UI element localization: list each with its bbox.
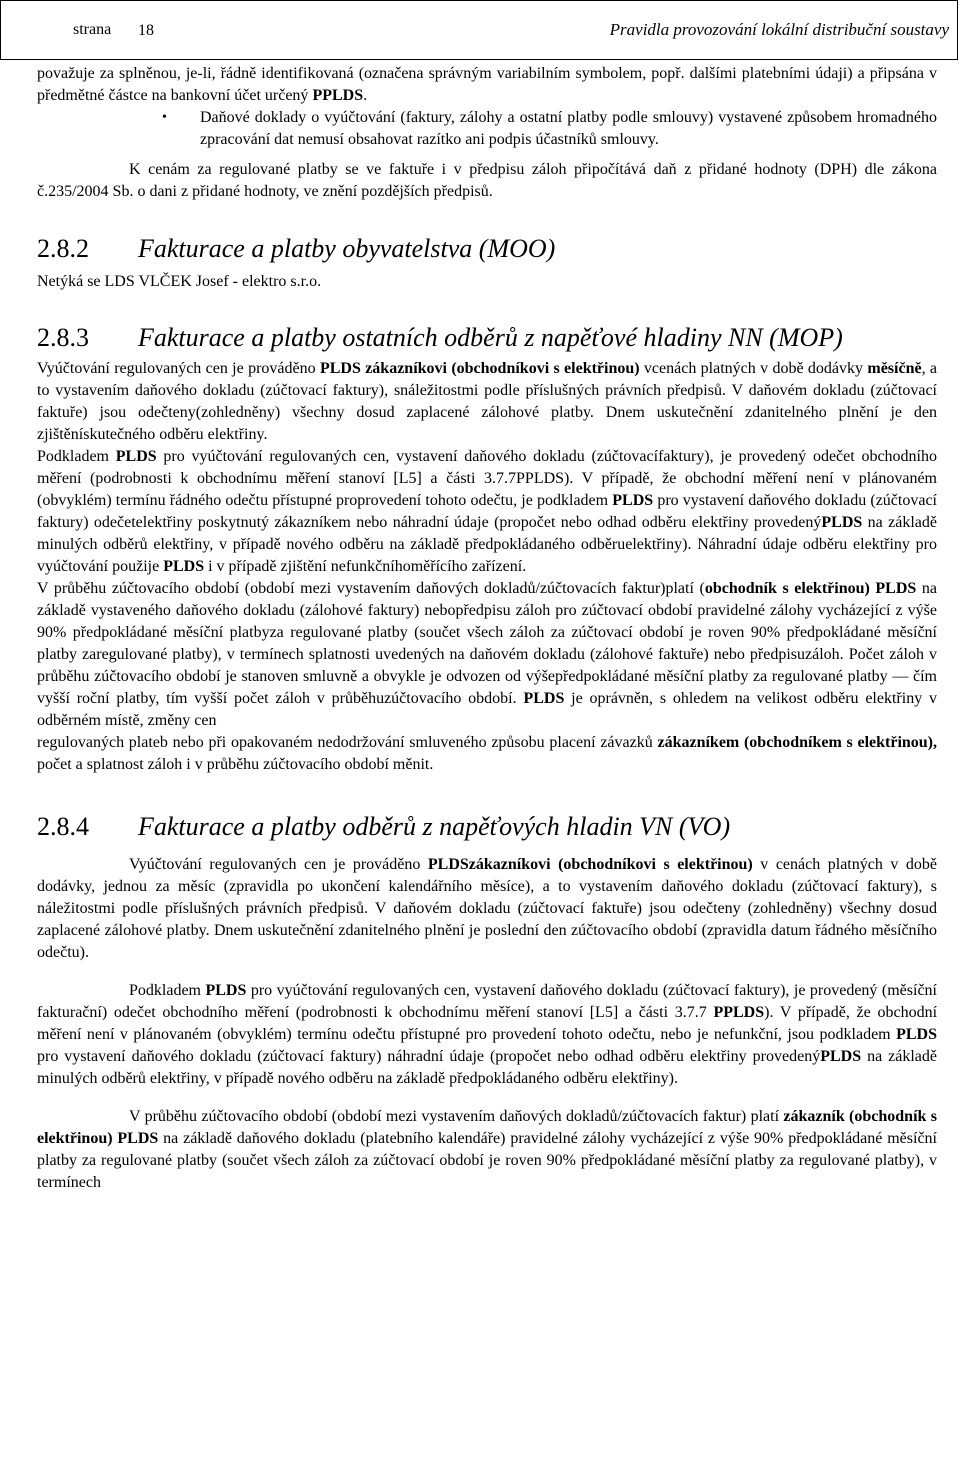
document-body — [37, 63, 937, 1194]
bullet-item — [159, 107, 937, 151]
section-heading-2-8-4 — [37, 812, 937, 842]
bullet-icon: • — [162, 110, 167, 125]
section-title: Fakturace a platby obyvatelstva (MOO) — [138, 234, 556, 263]
page-header — [0, 0, 958, 60]
page-label: strana — [73, 21, 112, 38]
section-number: 2.8.3 — [37, 323, 89, 352]
paragraph-mop-advances: V průběhu zúčtovacího období (období mezi vystavením daňových dokladů/zúčtovacích faktur)platí (obchodník s elektřinou) PLDS na základě vystaveného daňového dokladu (zálohové faktury) nebopředpisu záloh pro zúčtovací období pravidelné zálohy vycházející z výše 90% předpokládané měsíční platbyza regulované platby (součet všech záloh za zúčtovací období je roven 90% předpokládané měsíční platby zaregulované platby), v termínech splatnosti uvedených na daňovém dokladu (zálohové faktuře) nebo předpisuzáloh. Počet záloh v průběhu zúčtovacího období je stanoven smluvně a obvykle je odvozen od výšepředpokládané měsíční platby za regulované platby — čím vyšší roční platby, tím vyšší počet záloh v průběhuzúčtovacího období. PLDS je oprávněn, s ohledem na velikost odběru elektřiny v odběrném místě, změny cen regulovaných plateb nebo při opakovaném nedodržování smluveného způsobu placení závazků zákazníkem (obchodníkem s elektřinou), počet a splatnost záloh i v průběhu zúčtovacího období měnit. — [37, 580, 938, 773]
section-number: 2.8.2 — [37, 234, 89, 263]
section-heading-2-8-2 — [37, 234, 937, 264]
paragraph-vo-billing: Vyúčtování regulovaných cen je prováděno PLDSzákazníkovi (obchodníkovi s elektřinou) v cenách platných v době dodávky, jednou za měsíc (zpravidla po ukončení kalendářního měsíce), a to vystavením daňového dokladu (zúčtovací faktury), s náležitostmi podle příslušných právních předpisů. V daňovém dokladu (zúčtovací faktuře) jsou odečteny (zohledněny) všechny dosud zaplacené zálohové platby. Dnem uskutečnění zdanitelného plnění je poslední den zúčtovacího období (zpravidla datum řádného měsíčního odečtu). — [37, 856, 938, 961]
paragraph-mop-basis: Podkladem PLDS pro vyúčtování regulovaných cen, vystavení daňového dokladu (zúčtovacífaktury), je provedený odečet obchodního měření (podrobnosti k obchodnímu měření stanoví [L5] a části 3.7.7PPLDS). V případě, že obchodní měření není v plánovaném (obvyklém) termínu řádného odečtu přístupné proprovedení tohoto odečtu, je podkladem PLDS pro vystavení daňového dokladu (zúčtovací faktury) odečetelektřiny poskytnutý zákazníkem nebo náhradní údaje (propočet nebo odhad odběru elektřiny provedenýPLDS na základě minulých odběrů elektřiny, v případě nového odběru na základě předpokládaného odběruelektřiny). Náhradní údaje odběru elektřiny pro vyúčtování použije PLDS i v případě zjištění nefunkčníhoměřícího zařízení. — [37, 448, 938, 575]
section-note: Netýká se LDS VLČEK Josef - elektro s.r.o. — [37, 273, 322, 290]
section-title: Fakturace a platby ostatních odběrů z napěťové hladiny NN (MOP) — [138, 323, 843, 352]
bullet-text: Daňové doklady o vyúčtování (faktury, zálohy a ostatní platby podle smlouvy) vystavené způsobem hromadného zpracování dat nemusí obsahovat razítko ani podpis účastníků smlouvy. — [200, 109, 937, 148]
document-title: Pravidla provozování lokální distribuční soustavy — [609, 20, 949, 39]
paragraph-mop-billing: Vyúčtování regulovaných cen je prováděno PLDS zákazníkovi (obchodníkovi s elektřinou) vcenách platných v době dodávky měsíčně, a to vystavením daňového dokladu (zúčtovací faktury), snáležitostmi podle příslušných právních předpisů. V daňovém dokladu (zúčtovací faktuře) jsou odečteny(zohledněny) všechny dosud zaplacené zálohové platby. Dnem uskutečnění zdanitelného plnění je den zjištěnískutečného odběru elektřiny. — [37, 360, 938, 443]
section-number: 2.8.4 — [37, 812, 89, 841]
section-title: Fakturace a platby odběrů z napěťových hladin VN (VO) — [138, 812, 731, 841]
paragraph-payment-identification: považuje za splněnou, je-li, řádně identifikovaná (označena správným variabilním symbolem, popř. dalšími platebními údaji) a připsána v předmětné částce na bankovní účet určený PPLDS. — [37, 65, 937, 104]
paragraph-vo-advances: V průběhu zúčtovacího období (období mezi vystavením daňových dokladů/zúčtovacích faktur) platí zákazník (obchodník s elektřinou) PLDS na základě daňového dokladu (platebního kalendáře) pravidelné zálohy vycházející z výše 90% předpokládané měsíční platby za regulované platby (součet všech záloh za zúčtovací období je roven 90% předpokládané měsíční platby za regulované platby), v termínech — [37, 1108, 937, 1191]
paragraph-vo-basis: Podkladem PLDS pro vyúčtování regulovaných cen, vystavení daňového dokladu (zúčtovací faktury), je provedený (měsíční fakturační) odečet obchodního měření (podrobnosti k obchodnímu měření stanoví [L5] a části 3.7.7 PPLDS). V případě, že obchodní měření není v plánovaném (obvyklém) termínu odečtu přístupné pro provedení tohoto odečtu, nebo je nefunkční, jsou podkladem PLDS pro vystavení daňového dokladu (zúčtovací faktury) náhradní údaje (propočet nebo odhad odběru elektřiny provedenýPLDS na základě minulých odběrů elektřiny, v případě nového odběru na základě předpokládaného odběru elektřiny). — [37, 982, 938, 1087]
section-heading-2-8-3 — [37, 323, 937, 353]
paragraph-vat: K cenám za regulované platby se ve faktuře i v předpisu záloh připočítává daň z přidané hodnoty (DPH) dle zákona č.235/2004 Sb. o dani z přidané hodnoty, ve znění pozdějších předpisů. — [37, 161, 937, 200]
page-number: 18 — [138, 22, 154, 39]
